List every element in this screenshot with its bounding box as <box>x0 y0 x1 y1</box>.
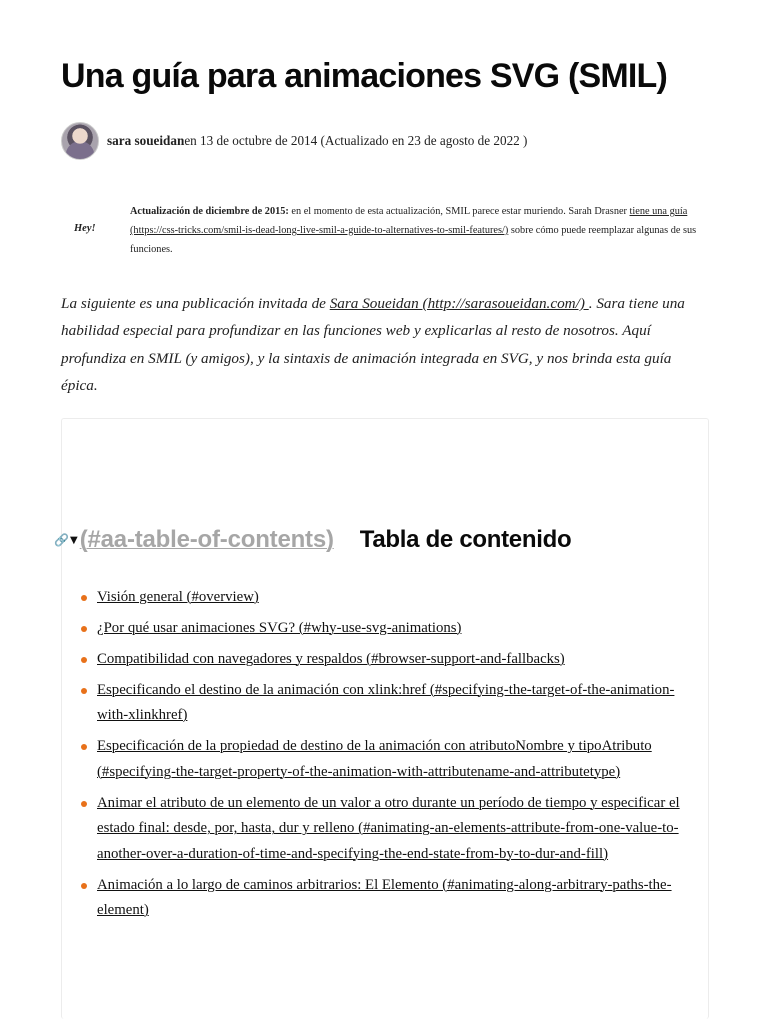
toc-link-target-property[interactable]: Especificación de la propiedad de destino de la animación con atributoNombre y tipoAtributo (#specifying-the-target-property-of-the-animation-with-attributename-and-attributetype) <box>97 738 652 780</box>
intro-text-2: . Sara tiene una habilidad especial para profundizar en las funciones web y explicarlas al resto de nosotros. Aquí profundiza en SMIL (y amigos), y la sintaxis de animación integrada en SVG, y nos brinda esta guía épica. <box>61 295 685 394</box>
page-title: Una guía para animaciones SVG (SMIL) <box>61 57 668 95</box>
note-update-prefix: Actualización de diciembre de 2015: <box>130 206 289 217</box>
toc-link-browser-support[interactable]: Compatibilidad con navegadores y respaldos (#browser-support-and-fallbacks) <box>97 651 565 667</box>
toc-item <box>79 734 691 785</box>
toc-item <box>79 585 691 610</box>
toc-link-overview[interactable]: Visión general (#overview) <box>97 589 259 605</box>
toc-list <box>79 585 691 929</box>
intro-text-1: La siguiente es una publicación invitada de <box>61 295 330 312</box>
intro-author-link[interactable]: Sara Soueidan (http://sarasoueidan.com/) <box>329 295 589 312</box>
caret-down-icon[interactable]: ▼ <box>70 534 78 546</box>
toc-link-why-use[interactable]: ¿Por qué usar animaciones SVG? (#why-use-svg-animations) <box>97 620 462 636</box>
toc-title: Tabla de contenido <box>359 526 572 553</box>
toc-item <box>79 678 691 729</box>
intro-paragraph <box>61 290 711 399</box>
toc-item <box>79 791 691 867</box>
toc-link-animating-attribute[interactable]: Animar el atributo de un elemento de un valor a otro durante un período de tiempo y especificar el estado final: desde, por, hasta, dur y relleno (#animating-an-elements-attribute-from-one-value-to-another-over-a-duration-of-time-and-specifying-the-end-state-from-by-to-dur-and-fill) <box>97 794 680 862</box>
toc-link-animating-paths[interactable]: Animación a lo largo de caminos arbitrarios: El Elemento (#animating-along-arbitrary-paths-the-element) <box>97 876 672 919</box>
toc-item <box>79 873 691 924</box>
note-body <box>130 202 710 259</box>
author-avatar[interactable] <box>61 122 99 160</box>
note-text-2: sobre cómo puede reemplazar algunas de sus funciones. <box>130 225 697 255</box>
byline <box>61 122 527 160</box>
toc-link-target-xlinkhref[interactable]: Especificando el destino de la animación con xlink:href (#specifying-the-target-of-the-animation-with-xlinkhref) <box>97 682 675 724</box>
note-guide-link[interactable]: tiene una guía (https://css-tricks.com/smil-is-dead-long-live-smil-a-guide-to-alternatives-to-smil-features/) <box>130 206 688 236</box>
toc-item <box>79 616 691 641</box>
author-link[interactable]: sara soueidan <box>107 133 185 148</box>
toc-item <box>79 647 691 672</box>
table-of-contents <box>54 418 709 1019</box>
toc-anchor-link[interactable]: (#aa-table-of-contents) <box>79 526 334 553</box>
update-note <box>61 205 701 261</box>
note-label: Hey! <box>74 223 96 234</box>
toc-heading <box>54 522 702 558</box>
publish-date: en 13 de octubre de 2014 (Actualizado en 23 de agosto de 2022 ) <box>184 133 528 148</box>
link-icon[interactable]: 🔗 <box>54 533 69 547</box>
note-text-1: en el momento de esta actualización, SMIL parece estar muriendo. Sarah Drasner <box>288 206 630 217</box>
